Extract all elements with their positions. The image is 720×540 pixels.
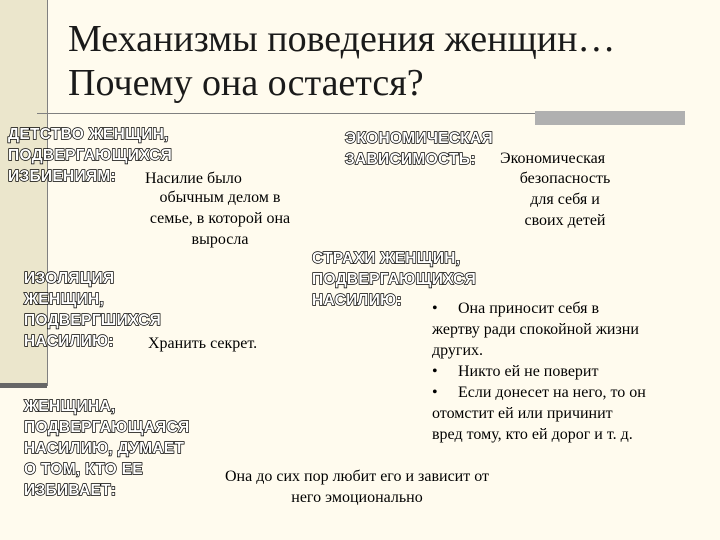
text-line: обычным делом в: [159, 189, 281, 206]
thinks-text: [192, 466, 522, 508]
heading-line: ЭКОНОМИЧЕСКАЯ: [345, 130, 493, 147]
heading-line: ИЗБИЕНИЯМ:: [8, 168, 117, 185]
bullet-text: Если донесет на него, то он: [458, 384, 646, 401]
economic-heading: [345, 128, 493, 170]
heading-line: ПОДВЕРГАЮЩИХСЯ: [8, 147, 173, 164]
bullet-icon: •: [432, 363, 438, 380]
isolation-heading: [24, 268, 161, 352]
title-decor-bar: [535, 111, 685, 125]
heading-line: ДЕТСТВО ЖЕНЩИН,: [8, 126, 169, 143]
fears-list: [432, 298, 702, 445]
bullet-text: других.: [432, 342, 484, 359]
text-line: безопасность: [519, 170, 611, 187]
bullet-text: вред тому, кто ей дорог и т. д.: [432, 426, 633, 443]
heading-line: НАСИЛИЮ:: [24, 333, 114, 350]
heading-line: ИЗБИВАЕТ:: [24, 482, 117, 499]
isolation-text: Хранить секрет.: [148, 335, 258, 352]
heading-line: ЖЕНЩИНА,: [24, 398, 116, 415]
title-underline: [37, 113, 547, 114]
heading-line: ЖЕНЩИН,: [24, 291, 105, 308]
heading-line: НАСИЛИЮ, ДУМАЕТ: [24, 440, 185, 457]
bullet-text: Она приносит себя в: [458, 300, 600, 317]
list-item: [432, 298, 702, 361]
title-line-1: Механизмы поведения женщин…: [68, 18, 616, 60]
slide-title: [68, 17, 688, 105]
heading-line: ПОДВЕРГШИХСЯ: [24, 312, 162, 329]
bullet-icon: •: [432, 300, 438, 317]
heading-line: ПОДВЕРГАЮЩИХСЯ: [312, 271, 477, 288]
bullet-text: Никто ей не поверит: [458, 363, 599, 380]
heading-line: ИЗОЛЯЦИЯ: [24, 270, 115, 287]
thinks-heading: [24, 396, 190, 501]
bullet-icon: •: [432, 384, 438, 401]
bullet-text: отомстит ей или причинит: [432, 405, 613, 422]
text-line: своих детей: [524, 212, 606, 229]
list-item: [432, 382, 702, 445]
text-line: Она до сих пор любит его и зависит от: [224, 468, 490, 485]
heading-line: О ТОМ, КТО ЕЕ: [24, 461, 143, 478]
economic-text-first: Экономическая: [500, 150, 606, 167]
text-line: семье, в которой она: [149, 210, 291, 227]
heading-line: ПОДВЕРГАЮЩАЯСЯ: [24, 419, 190, 436]
text-line: выросла: [191, 231, 249, 248]
childhood-text: [120, 187, 320, 250]
left-decor-bar: [0, 383, 47, 388]
heading-line: НАСИЛИЮ:: [312, 292, 402, 309]
bullet-text: жертву ради спокойной жизни: [432, 321, 639, 338]
title-line-2: Почему она остается?: [68, 62, 424, 104]
economic-text: [480, 168, 650, 231]
list-item: [432, 361, 702, 382]
heading-line: СТРАХИ ЖЕНЩИН,: [312, 250, 461, 267]
heading-line: ЗАВИСИМОСТЬ:: [345, 151, 476, 168]
text-line: него эмоционально: [291, 489, 423, 506]
text-line: для себя и: [530, 191, 600, 208]
childhood-text-first: Насилие было: [145, 170, 242, 187]
